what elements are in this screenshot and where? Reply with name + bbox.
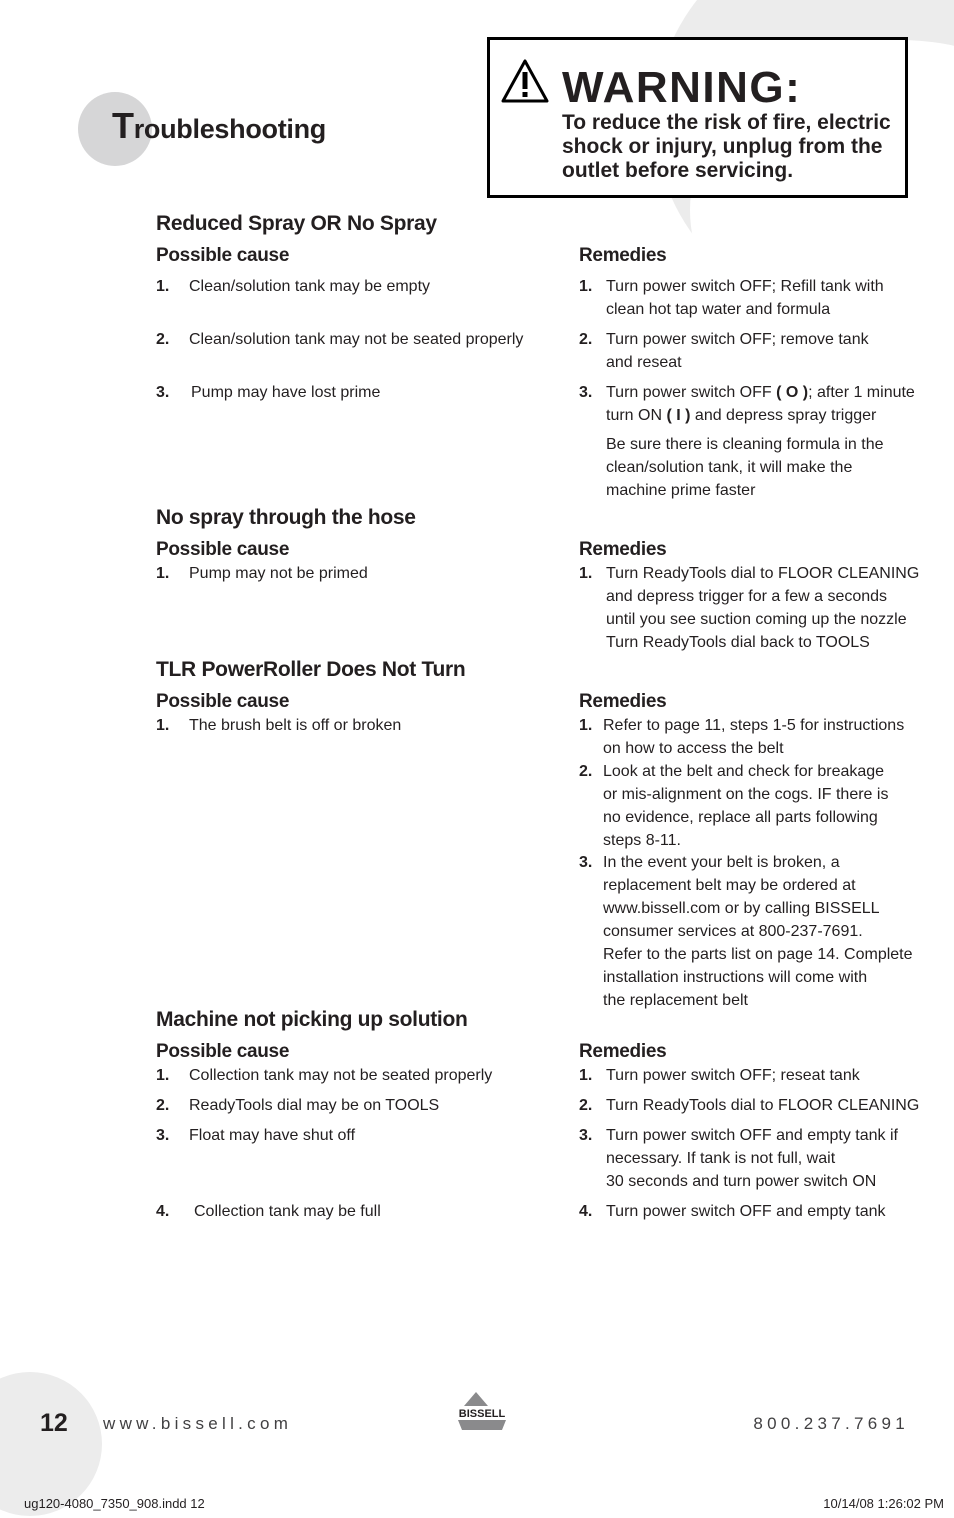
remedy-line: and depress trigger for a few a seconds bbox=[606, 588, 888, 605]
remedy-fragment: ; after 1 minute bbox=[808, 384, 915, 401]
remedy-number: 4. bbox=[579, 1203, 593, 1220]
file-slug: ug120-4080_7350_908.indd 12 bbox=[24, 1496, 205, 1511]
remedy-text bbox=[606, 275, 884, 321]
remedy-line: machine prime faster bbox=[606, 482, 756, 499]
page-title-rest: roubleshooting bbox=[133, 114, 326, 144]
remedy-number: 3. bbox=[579, 1127, 593, 1144]
remedy-line: Be sure there is cleaning formula in the bbox=[606, 436, 884, 453]
warning-heading: WARNING: bbox=[562, 63, 802, 112]
remedy-text bbox=[603, 851, 913, 1012]
remedy-number: 1. bbox=[579, 1067, 593, 1084]
remedy-line: installation instructions will come with bbox=[603, 969, 868, 986]
remedy-line: Refer to page 11, steps 1-5 for instructions bbox=[603, 717, 905, 734]
remedy-number: 3. bbox=[579, 384, 593, 401]
remedy-label: Remedies bbox=[579, 1041, 667, 1062]
remedy-line: 30 seconds and turn power switch ON bbox=[606, 1173, 877, 1190]
remedy-text bbox=[603, 714, 904, 760]
remedy-line: Turn power switch OFF; remove tank bbox=[606, 331, 869, 348]
cause-number: 3. bbox=[156, 384, 170, 401]
remedy-line: on how to access the belt bbox=[603, 740, 784, 757]
cause-text: Collection tank may not be seated properly bbox=[189, 1067, 493, 1084]
page-title-initial: T bbox=[112, 105, 134, 146]
remedy-label: Remedies bbox=[579, 539, 667, 560]
remedy-label: Remedies bbox=[579, 691, 667, 712]
page-number: 12 bbox=[40, 1409, 68, 1437]
remedy-line: www.bissell.com or by calling BISSELL bbox=[603, 900, 880, 917]
remedy-text bbox=[603, 760, 888, 852]
remedy-line: no evidence, replace all parts following bbox=[603, 809, 878, 826]
remedy-number: 1. bbox=[579, 565, 593, 582]
cause-number: 2. bbox=[156, 331, 170, 348]
cause-number: 1. bbox=[156, 565, 170, 582]
remedy-text bbox=[606, 1200, 886, 1223]
remedy-line: Turn ReadyTools dial back to TOOLS bbox=[606, 634, 870, 651]
cause-number: 1. bbox=[156, 278, 170, 295]
remedy-line: the replacement belt bbox=[603, 992, 748, 1009]
remedy-line: steps 8-11. bbox=[603, 832, 681, 849]
remedy-line: Turn ReadyTools dial to FLOOR CLEANING bbox=[606, 565, 920, 582]
remedy-number: 1. bbox=[579, 278, 593, 295]
warning-box bbox=[487, 37, 908, 198]
remedy-line: until you see suction coming up the nozzle bbox=[606, 611, 907, 628]
logo-text: BISSELL bbox=[458, 1408, 506, 1420]
remedy-line: replacement belt may be ordered at bbox=[603, 877, 856, 894]
cause-number: 1. bbox=[156, 717, 170, 734]
remedy-number: 1. bbox=[579, 717, 593, 734]
remedy-line: clean/solution tank, it will make the bbox=[606, 459, 853, 476]
cause-text: Float may have shut off bbox=[189, 1127, 356, 1144]
cause-text: ReadyTools dial may be on TOOLS bbox=[189, 1097, 440, 1114]
remedy-text bbox=[606, 562, 919, 654]
section-title: Machine not picking up solution bbox=[156, 1008, 468, 1031]
cause-text: The brush belt is off or broken bbox=[189, 717, 402, 734]
remedy-number: 3. bbox=[579, 854, 593, 871]
remedy-text bbox=[606, 1094, 919, 1117]
remedy-line: In the event your belt is broken, a bbox=[603, 854, 840, 871]
remedy-number: 2. bbox=[579, 763, 593, 780]
remedy-text bbox=[606, 1064, 860, 1087]
cause-label: Possible cause bbox=[156, 245, 290, 266]
switch-on-symbol: ( I ) bbox=[666, 407, 691, 424]
page-title bbox=[112, 105, 326, 147]
remedy-number: 2. bbox=[579, 1097, 593, 1114]
remedy-fragment: Turn power switch OFF bbox=[606, 384, 777, 401]
cause-text: Clean/solution tank may be empty bbox=[189, 278, 431, 295]
phone-number: 800.237.7691 bbox=[753, 1414, 909, 1433]
remedy-line: Turn power switch OFF; reseat tank bbox=[606, 1067, 860, 1084]
print-timestamp: 10/14/08 1:26:02 PM bbox=[823, 1496, 944, 1511]
remedy-label: Remedies bbox=[579, 245, 667, 266]
remedy-text bbox=[606, 1124, 898, 1193]
website-url: www.bissell.com bbox=[103, 1414, 293, 1433]
warning-text: To reduce the risk of fire, electric shock or injury, unplug from the outlet before servicing. bbox=[562, 111, 891, 182]
remedy-fragment: turn ON bbox=[606, 407, 667, 424]
remedy-line: Refer to the parts list on page 14. Complete bbox=[603, 946, 913, 963]
cause-label: Possible cause bbox=[156, 1041, 290, 1062]
switch-off-symbol: ( O ) bbox=[776, 384, 809, 401]
cause-label: Possible cause bbox=[156, 539, 290, 560]
cause-number: 4. bbox=[156, 1203, 170, 1220]
section-title: Reduced Spray OR No Spray bbox=[156, 212, 437, 235]
remedy-line: or mis-alignment on the cogs. IF there is bbox=[603, 786, 889, 803]
remedy-text bbox=[606, 328, 869, 374]
cause-number: 2. bbox=[156, 1097, 170, 1114]
cause-text: Clean/solution tank may not be seated properly bbox=[189, 331, 524, 348]
remedy-line: and reseat bbox=[606, 354, 682, 371]
remedy-line: Turn power switch OFF; Refill tank with bbox=[606, 278, 884, 295]
remedy-line: necessary. If tank is not full, wait bbox=[606, 1150, 836, 1167]
cause-label: Possible cause bbox=[156, 691, 290, 712]
remedy-text bbox=[606, 381, 915, 427]
footer-circle bbox=[0, 1372, 102, 1516]
bissell-logo bbox=[452, 1390, 512, 1432]
remedy-line: clean hot tap water and formula bbox=[606, 301, 831, 318]
cause-text: Collection tank may be full bbox=[194, 1203, 381, 1220]
remedy-line: Look at the belt and check for breakage bbox=[603, 763, 885, 780]
section-title: No spray through the hose bbox=[156, 506, 416, 529]
remedy-line: Turn power switch OFF and empty tank bbox=[606, 1203, 886, 1220]
cause-text: Pump may have lost prime bbox=[191, 384, 381, 401]
cause-number: 3. bbox=[156, 1127, 170, 1144]
remedy-line: consumer services at 800-237-7691. bbox=[603, 923, 863, 940]
remedy-note bbox=[606, 433, 883, 502]
remedy-line: Turn ReadyTools dial to FLOOR CLEANING bbox=[606, 1097, 920, 1114]
remedy-line bbox=[606, 381, 915, 404]
warning-triangle-icon bbox=[500, 58, 550, 104]
remedy-line: Turn power switch OFF and empty tank if bbox=[606, 1127, 898, 1144]
remedy-number: 2. bbox=[579, 331, 593, 348]
remedy-fragment: and depress spray trigger bbox=[690, 407, 877, 424]
remedy-line bbox=[606, 404, 915, 427]
cause-text: Pump may not be primed bbox=[189, 565, 368, 582]
section-title: TLR PowerRoller Does Not Turn bbox=[156, 658, 466, 681]
cause-number: 1. bbox=[156, 1067, 170, 1084]
